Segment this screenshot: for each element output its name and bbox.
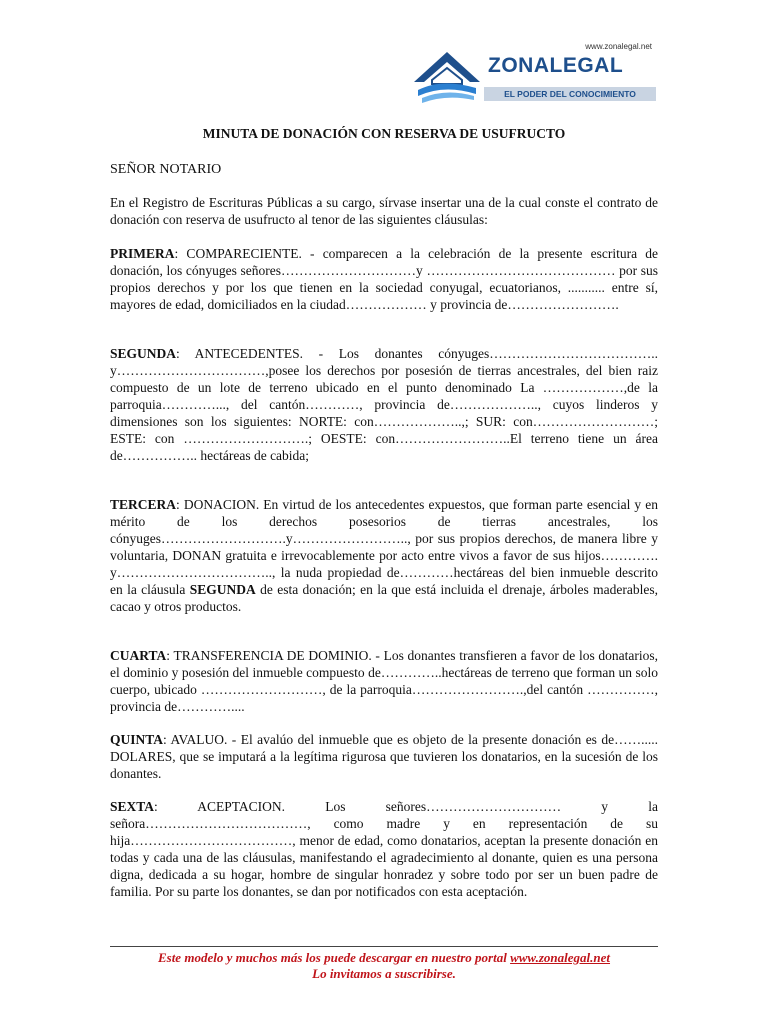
clause-heading: CUARTA	[110, 648, 167, 663]
clause-heading: TERCERA	[110, 497, 177, 512]
clause-heading: SEGUNDA	[110, 346, 177, 361]
footer-line-2: Lo invitamos a suscribirse.	[312, 966, 456, 981]
zonalegal-logo	[412, 42, 658, 104]
clause-text: : AVALUO. - El avalúo del inmueble que es objeto de la presente donación es de……..... DOLARES, que se imputará a la legítima rigurosa que tuvieren los donatarios, en la sucesión de los donantes.	[110, 732, 658, 781]
clause-segunda	[110, 345, 658, 464]
clause-text-tail: de esta donación; en la que está incluida el drenaje, árboles maderables, cacao y otros productos.	[110, 582, 658, 614]
document-title: MINUTA DE DONACIÓN CON RESERVA DE USUFRUCTO	[202, 126, 566, 141]
clause-heading: SEXTA	[110, 799, 155, 814]
clause-cuarta	[110, 647, 658, 715]
brand-tagline: EL PODER DEL CONOCIMIENTO	[484, 87, 656, 101]
clause-heading: QUINTA	[110, 732, 164, 747]
footer-divider	[110, 946, 658, 947]
house-logo-icon	[412, 50, 482, 104]
clause-primera	[110, 245, 658, 313]
clause-tercera	[110, 496, 658, 615]
clause-quinta	[110, 731, 658, 782]
intro-paragraph: En el Registro de Escrituras Públicas a su cargo, sírvase insertar una de la cual conste el contrato de donación con reserva de usufructo al tenor de las siguientes cláusulas:	[110, 195, 658, 227]
clause-text: : ACEPTACION. Los señores………………………… y la señora………………………………, como madre y en representación de su hija………………………………, menor de edad, como donatarios, aceptan la presente donación en todas y cada una de las cláusulas, manifestando el agradecimiento al donante, quien es una persona digna, dedicada a su hogar, hombre de singular honradez y sobre todo por ser un buen padre de familia. Por su parte los donantes, se dan por notificados con esta aceptación.	[110, 799, 658, 899]
brand-name: ZONALEGAL	[488, 54, 624, 77]
clause-text: : DONACION. En virtud de los antecedentes expuestos, que forman parte esencial y en mérito de los derechos posesorios de tierras ancestrales, los cónyuges……………………….y…………………….., por sus propios derechos, de manera libre y voluntaria, DONAN gratuita e irrevocablemente por acto entre vivos a favor de sus hijos…………. y…………………………….., la nuda propiedad de…………hectáreas del bien inmueble descrito en la cláusula	[110, 497, 658, 597]
footer-line-1	[110, 950, 658, 966]
clause-text: : TRANSFERENCIA DE DOMINIO. - Los donantes transfieren a favor de los donatarios, el dominio y posesión del inmueble compuesto de…………..hectáreas de terreno que forman un solo cuerpo, ubicado ………………………, de la parroquia…………………….,del cantón ……………, provincia de…………....	[110, 648, 658, 714]
clause-text: : COMPARECIENTE. - comparecen a la celebración de la presente escritura de donación, los cónyuges señores…………………………y …………………………………… por sus propios derechos y por los que tienen en la sociedad conyugal, ecuatorianos, ........... entre sí, mayores de edad, domiciliados en la ciudad……………… y provincia de…………………….	[110, 246, 658, 312]
clause-inline-bold: SEGUNDA	[189, 582, 256, 597]
clause-text: : ANTECEDENTES. - Los donantes cónyuges……………………………….. y……………………………,posee los derechos por posesión de tierras ancestrales, del bien raiz compuesto de un lote de terreno ubicado en el punto denominado La ………………,de la parroquia…………..., del cantón…………, provincia de……………….., cuyos linderos y dimensiones son los siguientes: NORTE: con………………..,; SUR: con………………………; ESTE: con ……………………….; OESTE: con……………………..El terreno tiene un área de…………….. hectáreas de cabida;	[110, 346, 658, 463]
header-url[interactable]: www.zonalegal.net	[585, 42, 652, 51]
footer	[110, 950, 658, 982]
clause-sexta	[110, 798, 658, 900]
footer-link[interactable]: www.zonalegal.net	[510, 950, 611, 965]
clause-heading: PRIMERA	[110, 246, 175, 261]
salutation: SEÑOR NOTARIO	[110, 162, 222, 177]
footer-text: Este modelo y muchos más los puede descargar en nuestro portal	[157, 950, 511, 965]
